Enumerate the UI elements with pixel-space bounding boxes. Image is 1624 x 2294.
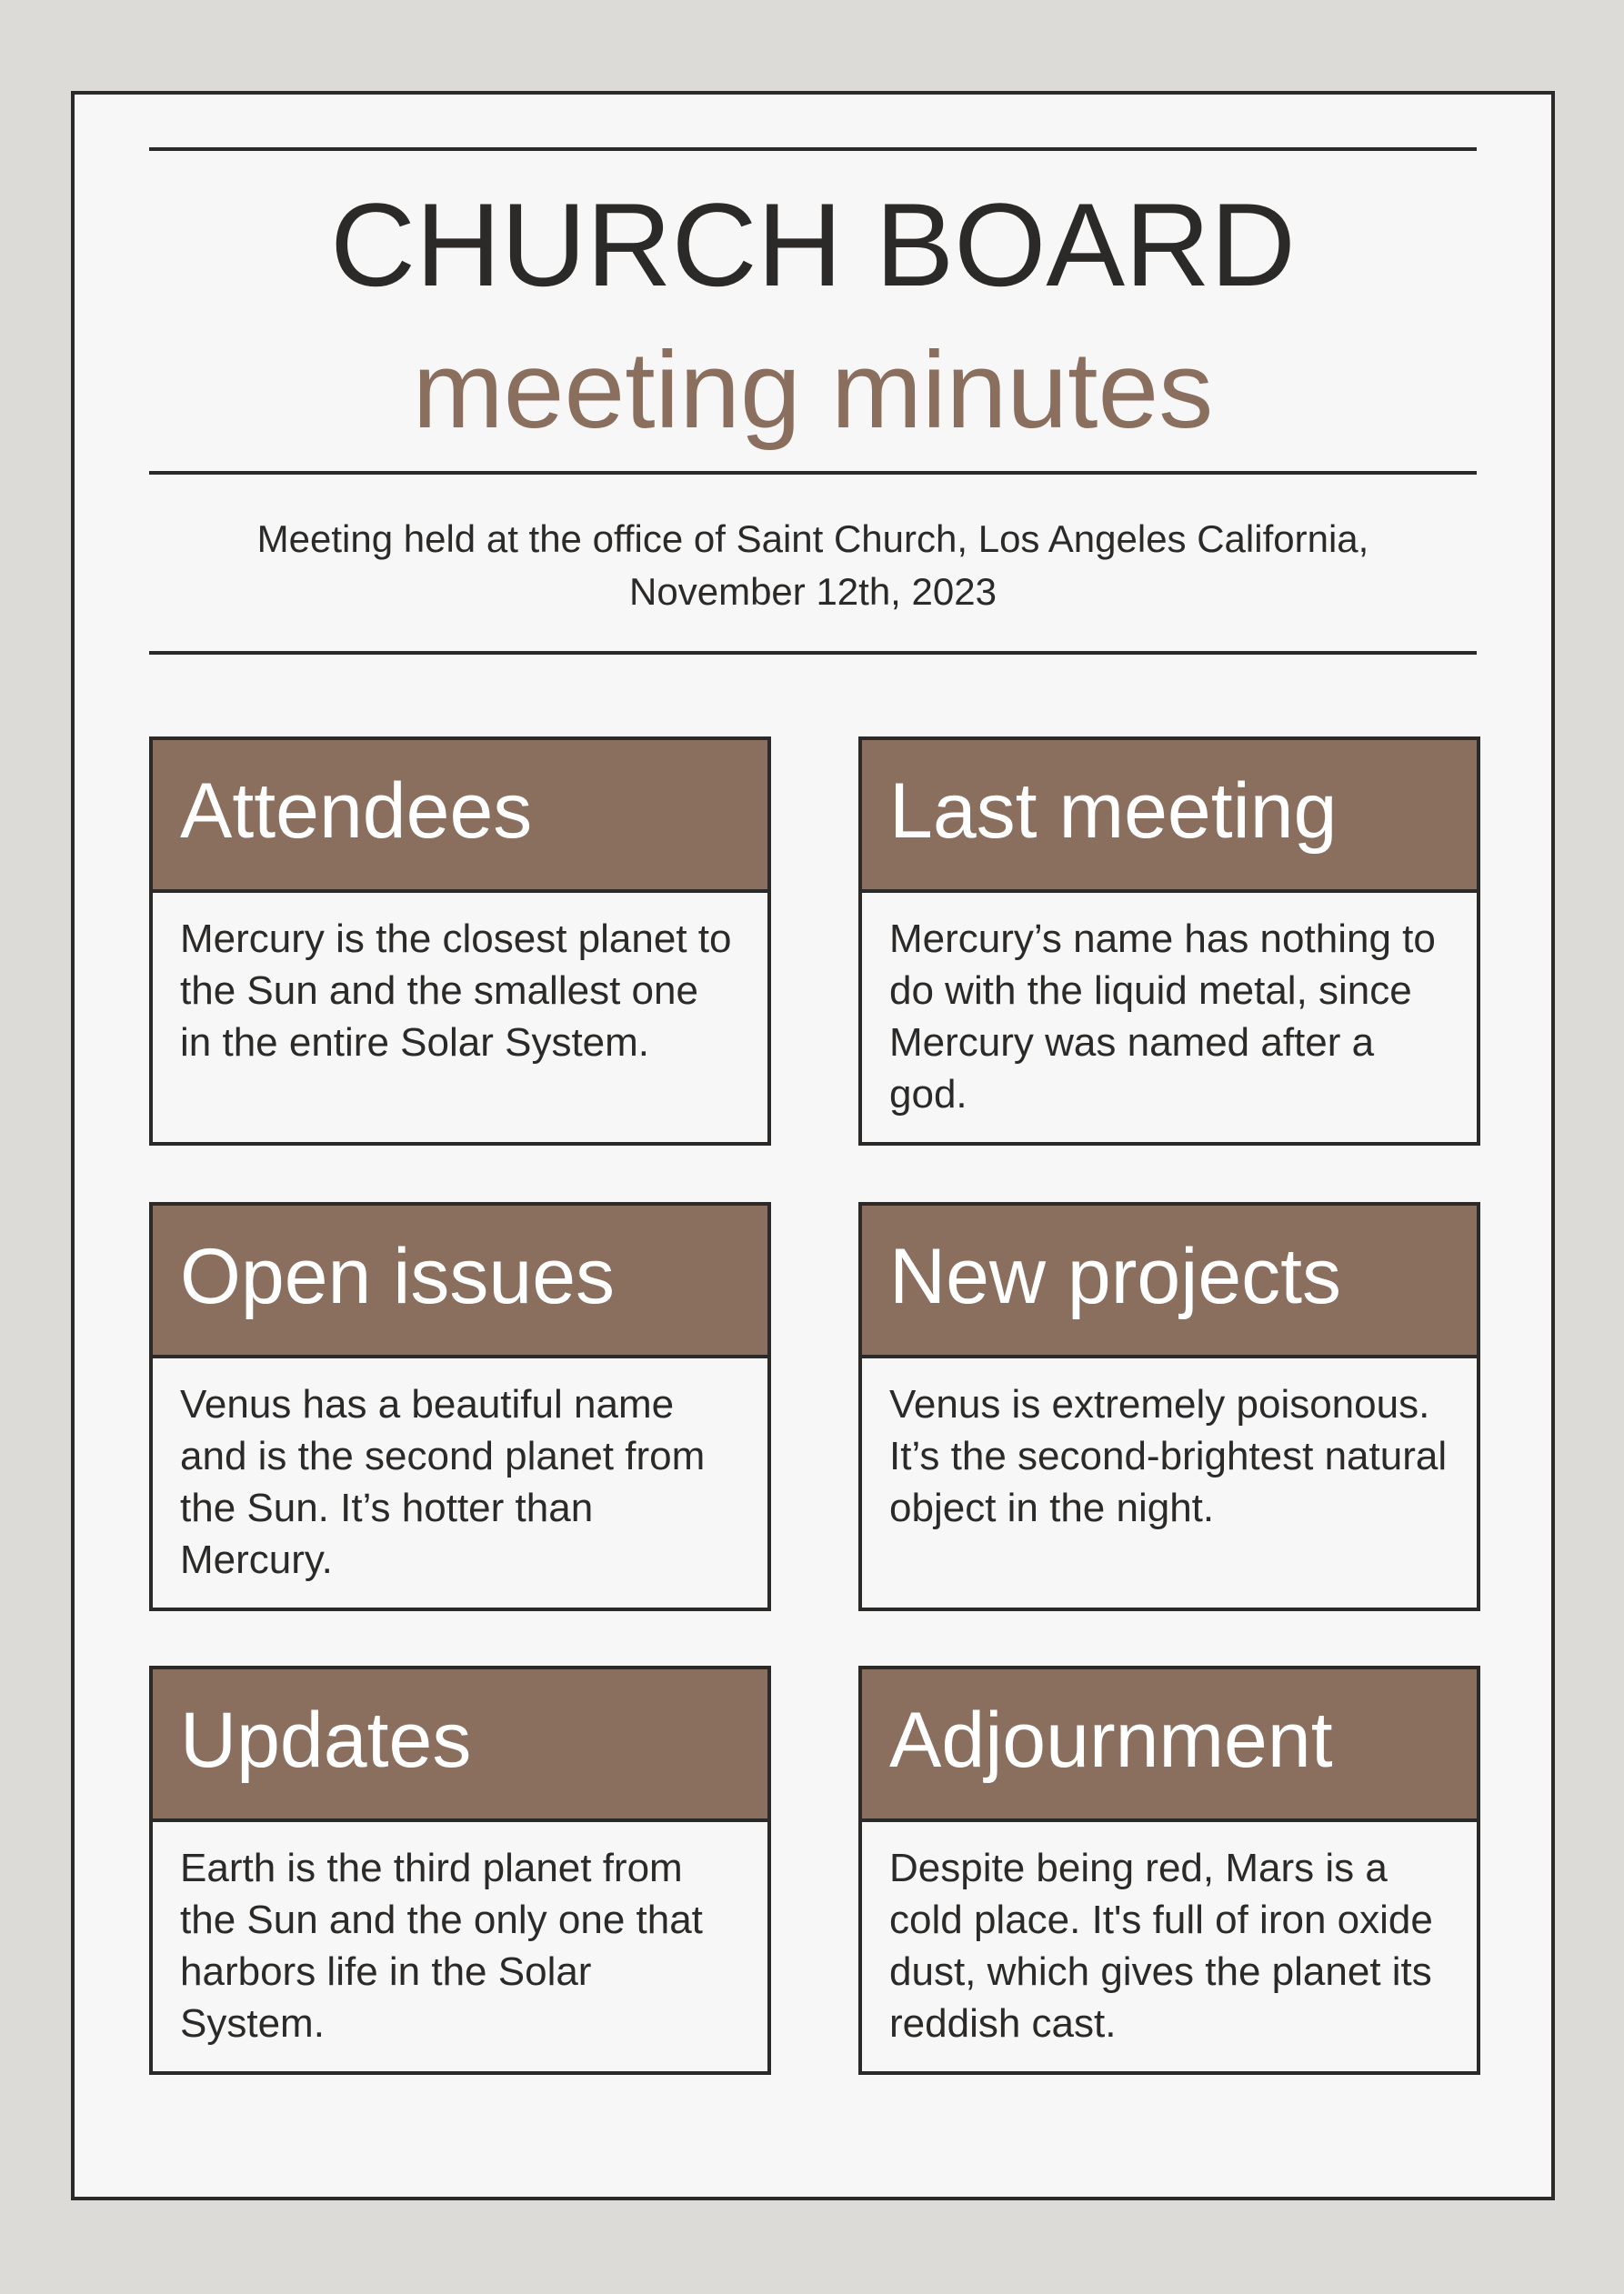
- section-new-projects: [858, 1202, 1480, 1611]
- title-divider: [149, 471, 1477, 475]
- meeting-info-line-2: November 12th, 2023: [629, 570, 997, 613]
- section-last-meeting: [858, 736, 1480, 1146]
- section-open-issues: [149, 1202, 771, 1611]
- top-divider: [149, 147, 1477, 151]
- section-title: Open issues: [149, 1202, 771, 1358]
- info-divider: [149, 651, 1477, 655]
- section-adjournment: [858, 1666, 1480, 2075]
- section-body: Earth is the third planet from the Sun and the only one that harbors life in the Solar System.: [149, 1818, 771, 2075]
- document-title: CHURCH BOARD: [330, 178, 1296, 311]
- section-updates: [149, 1666, 771, 2075]
- section-title: Updates: [149, 1666, 771, 1822]
- section-body: Venus is extremely poisonous. It’s the second-brightest natural object in the night.: [858, 1355, 1480, 1611]
- meeting-info: [149, 513, 1477, 618]
- section-body: Mercury’s name has nothing to do with the liquid metal, since Mercury was named after a god.: [858, 889, 1480, 1146]
- section-title: New projects: [858, 1202, 1480, 1358]
- section-attendees: [149, 736, 771, 1146]
- section-body: Despite being red, Mars is a cold place. It's full of iron oxide dust, which gives the planet its reddish cast.: [858, 1818, 1480, 2075]
- section-body: Venus has a beautiful name and is the second planet from the Sun. It’s hotter than Mercury.: [149, 1355, 771, 1611]
- section-title: Adjournment: [858, 1666, 1480, 1822]
- section-title: Attendees: [149, 736, 771, 893]
- section-title: Last meeting: [858, 736, 1480, 893]
- section-body: Mercury is the closest planet to the Sun and the smallest one in the entire Solar System.: [149, 889, 771, 1146]
- document-subtitle: meeting minutes: [412, 329, 1214, 451]
- document-page: [71, 91, 1555, 2200]
- meeting-info-line-1: Meeting held at the office of Saint Church, Los Angeles California,: [256, 517, 1369, 560]
